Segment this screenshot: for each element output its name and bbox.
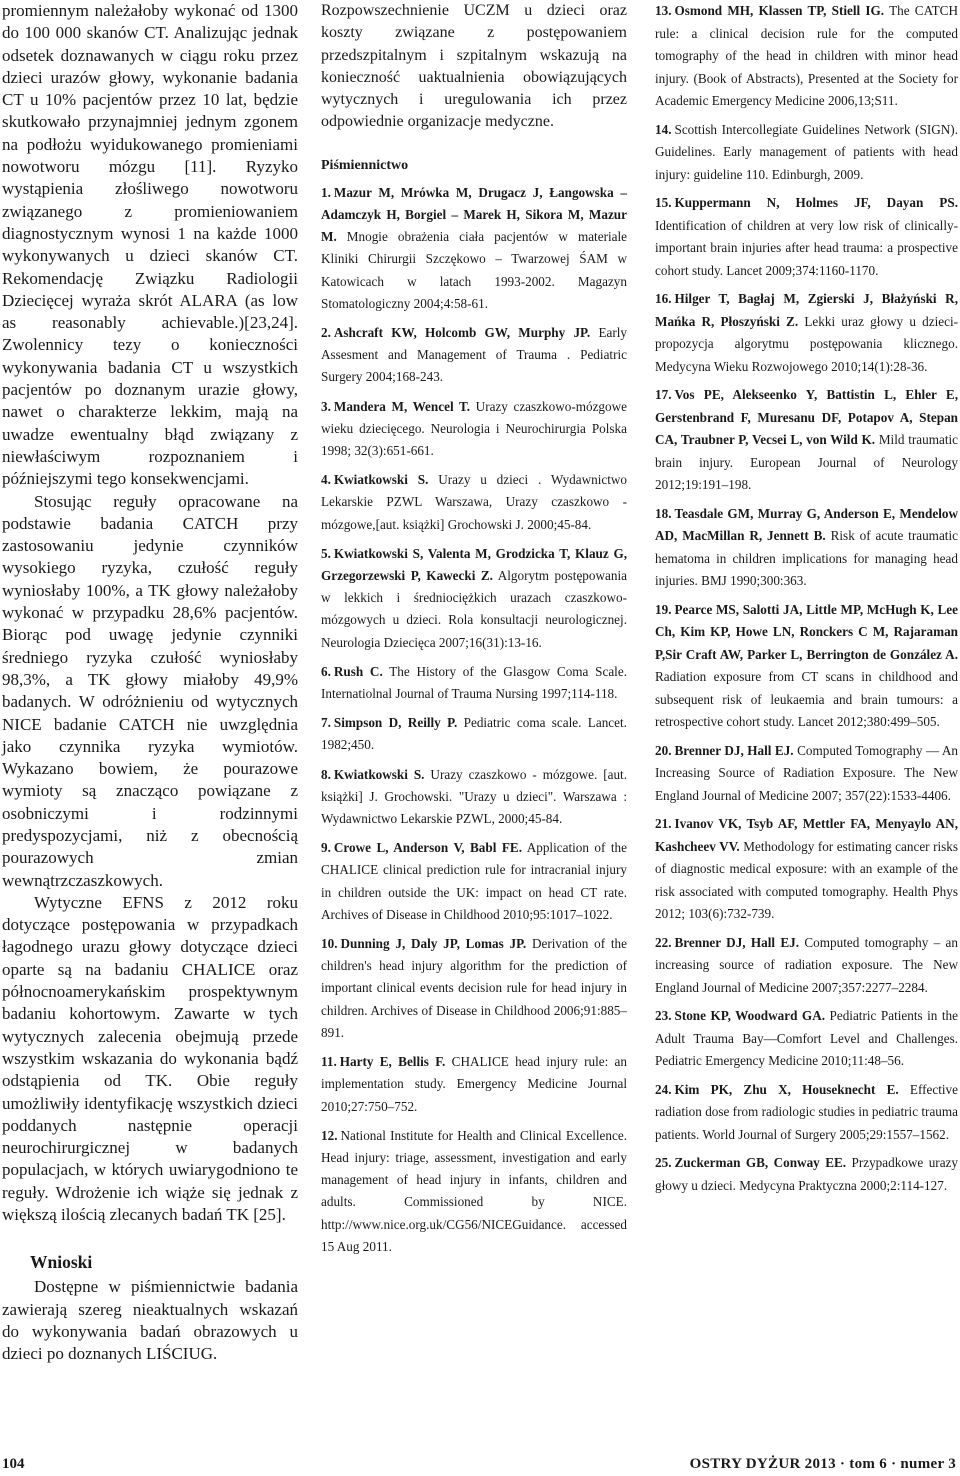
reference-number: 16. [655,291,672,306]
references-list-part-2 [655,0,958,1197]
reference-text: Application of the CHALICE clinical prediction rule for intracranial injury in children outside the UK: impact on head CT rate. Archives of Disease in Childhood 2010;95:1017–1022. [321,840,627,922]
reference-number: 2. [321,325,331,340]
right-column [655,0,958,1203]
reference-authors: Vos PE, Alekseenko Y, Battistin L, Ehler E, Gerstenbrand F, Muresanu DF, Potapov A, Stepan CA, Traubner P, Vecsei L, von Wild K. [655,387,958,447]
reference-item [321,661,627,705]
reference-text: Mnogie obrażenia ciała pacjentów w materiale Kliniki Chirurgii Szczękowo – Twarzowej ŚAM w Katowicach w latach 1993-2002. Magazyn Stomatologiczny 2004;4:58-61. [321,229,627,311]
reference-authors: Kuppermann N, Holmes JF, Dayan PS. [674,195,958,210]
reference-text: Scottish Intercollegiate Guidelines Network (SIGN). Guidelines. Early management of patients with head injury: guideline 110. Edinburgh, 2009. [655,121,958,182]
reference-number: 19. [655,601,672,617]
reference-text: National Institute for Health and Clinical Excellence. Head injury: triage, assessment, investigation and early management of head injury in infants, children and adults. Commissioned by NICE. http://www.nice.org.uk/CG56/NICEGuidance. accessed 15 Aug 2011. [321,1127,627,1254]
reference-text: Identification of children at very low risk of clinically-important brain injuries after head trauma: a prospective cohort study. Lancet 2009;374:1160-1170. [655,217,958,278]
reference-authors: Mandera M, Wencel T. [333,398,471,414]
reference-number: 21. [655,816,672,831]
reference-item [321,837,627,926]
reference-text: Early Assesment and Management of Trauma . Pediatric Surgery 2004;168-243. [321,325,627,385]
reference-authors: Ashcraft KW, Holcomb GW, Murphy JP. [333,325,591,340]
reference-number: 18. [655,505,672,521]
reference-authors: Kwiatkowski S. [333,472,429,488]
middle-column [321,0,627,1265]
reference-number: 6. [321,663,331,679]
reference-item [321,1051,627,1118]
reference-text: Lekki uraz głowy u dzieci- propozycja algorytmu postępowania klicznego. Medycyna Wieku Rozwojowego 2010;14(1):28-36. [655,313,959,374]
reference-authors: Rush C. [333,663,383,679]
reference-number: 7. [321,715,331,731]
reference-item [321,712,627,756]
reference-number: 4. [321,472,331,488]
conclusions-paragraph: Dostępne w piśmiennictwie badania zawierają szereg nieaktualnych wskazań do wykonywania badań obrazowych u dzieci po doznanych LIŚCIUG. [2,1277,298,1364]
reference-item [321,182,627,315]
reference-item [655,1079,958,1147]
reference-text: CHALICE head injury rule: an implementation study. Emergency Medicine Journal 2010;27:750–752. [321,1054,627,1114]
reference-item [321,396,627,463]
reference-text: Mild traumatic brain injury. European Journal of Neurology 2012;19:191–198. [655,432,959,492]
reference-authors: Dunning J, Daly JP, Lomas JP. [340,936,527,952]
reference-item [655,932,958,1000]
reference-text: Derivation of the children's head injury algorithm for the prediction of important clinical events decision rule for head injury in children. Archives of Disease in Childhood 2006;91:885–891. [321,936,627,1040]
reference-text: Effective radiation dose from radiologic studies in pediatric trauma patients. World Journal of Surgery 2005;29:1557–1562. [655,1081,958,1142]
reference-number: 23. [655,1008,672,1023]
reference-item [321,322,627,389]
reference-authors: Zuckerman GB, Conway EE. [674,1155,847,1170]
reference-item [655,0,958,113]
reference-text: Pediatric coma scale. Lancet. 1982;450. [321,715,627,753]
reference-authors: Kwiatkowski S. [333,766,425,782]
reference-authors: Kim PK, Zhu X, Houseknecht E. [674,1081,899,1097]
reference-text: The CATCH rule: a clinical decision rule for the computed tomography of the head in children with minor head injury. (Book of Abstracts), Presented at the Society for Academic Emergency Medicine 2006,13;S11. [655,3,959,108]
conclusions-heading: Wnioski [30,1252,93,1273]
reference-item [321,1125,627,1258]
reference-text: The History of the Glasgow Coma Scale. Internatiolnal Journal of Trauma Nursing 1997;114-118. [321,663,627,702]
reference-item [321,543,627,654]
reference-number: 13. [655,3,672,18]
reference-number: 10. [321,936,338,952]
reference-number: 12. [321,1127,338,1143]
reference-number: 14. [655,121,672,137]
reference-authors: Kwiatkowski S, Valenta M, Grodzicka T, Klauz G, Grzegorzewski P, Kawecki Z. [321,545,627,584]
reference-item [655,1005,958,1073]
reference-authors: Brenner DJ, Hall EJ. [674,742,794,758]
reference-text: Methodology for estimating cancer risks of diagnostic medical exposure: with an example of the risk associated with computed tomography. Health Phys 2012; 103(6):732-739. [655,838,958,921]
reference-text: Urazy czaszkowo - mózgowe. [aut. książki] J. Grochowski. "Urazy u dzieci". Warszawa : Wydawnictwo Lekarskie PZWL, 2000;45-84. [321,766,627,827]
reference-authors: Stone KP, Woodward GA. [674,1008,826,1023]
journal-footer: OSTRY DYŻUR 2013 · tom 6 · numer 3 [689,1456,956,1472]
reference-text: Risk of acute traumatic hematoma in children implications for managing head injuries. BMJ 1990;300:363. [655,528,958,588]
reference-authors: Hilger T, Bagłaj M, Zgierski J, Błażyński R, Mańka R, Płoszyński Z. [655,291,958,329]
reference-authors: Teasdale GM, Murray G, Anderson E, Mendelow AD, MacMillan R, Jennett B. [655,505,958,543]
reference-number: 1. [321,184,331,200]
reference-authors: Brenner DJ, Hall EJ. [674,934,800,950]
reference-authors: Simpson D, Reilly P. [333,715,458,731]
reference-authors: Crowe L, Anderson V, Babl FE. [333,840,522,856]
reference-number: 11. [321,1054,337,1070]
references-list-part-1 [321,182,627,1258]
reference-authors: Mazur M, Mrówka M, Drugacz J, Łangowska – Adamczyk H, Borgiel – Marek H, Sikora M, Mazur M. [321,184,627,245]
reference-item [655,1152,958,1197]
reference-text: Urazy czaszkowo-mózgowe wieku dziecięcego. Neurologia i Neurochirurgia Polska 1998; 32(3):651-661. [321,398,627,459]
reference-item [655,503,958,593]
reference-text: Urazy u dzieci . Wydawnictwo Lekarskie PZWL Warszawa, Urazy czaszkowo - mózgowe,[aut. książki] Grochowski J. 2000;45-84. [321,472,627,532]
page-number: 104 [2,1456,25,1472]
reference-item [655,813,958,926]
reference-item [655,384,958,497]
reference-number: 15. [655,195,672,210]
reference-authors: Osmond MH, Klassen TP, Stiell IG. [674,3,885,18]
reference-number: 9. [321,840,331,856]
reference-number: 8. [321,766,331,782]
reference-text: Computed tomography – an increasing source of radiation exposure. The New England Journal of Medicine 2007;357:2277–2284. [655,934,958,995]
reference-number: 5. [321,545,331,561]
reference-item [655,288,958,378]
body-paragraph: promiennym należałoby wykonać od 1300 do 100 000 skanów CT. Analizując jednak odsetek doznawanych w ciągu roku przez dzieci urazów głowy, wykonanie badania CT u 10% pacjentów przez 10 lat, będzie skutkowało przynajmniej jednym zgonem na podłożu wyidukowanego promieniami nowotworu mózgu [11]. Ryzyko wystąpienia złośliwego nowotworu związanego z promieniowaniem diagnostycznym wynosi 1 na każde 1000 wykonywanych u dzieci skanów CT. Rekomendację Związku Radiologii Dziecięcej wyraża skrót ALARA (as low as reasonably achievable.)[23,24]. Zwolennicy tezy o konieczności wykonywania badania CT u wszystkich pacjentów po doznanym urazie głowy, nawet o charakterze lekkim, mają na uwadze ewentualny błąd związany z niewłaściwym rozpoznaniem i późniejszymi tego konsekwencjami. [2,1,298,489]
reference-authors: Harty E, Bellis F. [339,1054,446,1070]
reference-text: Algorytm postępowania w lekkich i średniociężkich urazach czaszkowo-mózgowych u dzieci. Rola konsultacji neurologicznej. Neurologia Dziecięca 2007;16(31):13-16. [321,568,627,650]
reference-item [321,469,627,536]
reference-text: Computed Tomography — An Increasing Source of Radiation Exposure. The New England Journal of Medicine 2007; 357(22):1533-4406. [655,742,959,803]
reference-item [655,119,958,187]
reference-number: 24. [655,1081,672,1097]
reference-item [655,740,958,808]
reference-item [321,764,627,831]
body-paragraph: Stosując reguły opracowane na podstawie badania CATCH przy zastosowaniu jedynie czynników wysokiego ryzyka, czułość reguły wyniosłaby 100%, a TK głowy należałoby wykonać w przypadku 28,6% pacjentów. Biorąc pod uwagę jedynie czynniki średniego ryzyka czułość wyniosłaby 98,3%, a TK głowy miałoby 49,9% badanych. W odróżnieniu od wytycznych NICE badanie CATCH nie uwzględnia jako czynnika ryzyka wymiotów. Wykazano bowiem, że pourazowe wymioty są znacząco powiązane z osobniczymi i rodzinnymi predyspozycjami, niż z obecnością pourazowych zmian wewnątrzczaszkowych. [2,491,298,890]
reference-authors: Pearce MS, Salotti JA, Little MP, McHugh K, Lee Ch, Kim KP, Howe LN, Ronckers C M, Rajaraman P,Sir Craft AW, Parker L, Berrington de González A. [655,601,958,662]
reference-authors: Ivanov VK, Tsyb AF, Mettler FA, Menyaylo AN, Kashcheev VV. [655,816,958,854]
reference-number: 17. [655,387,672,402]
left-column [2,0,298,1366]
reference-item [655,599,958,734]
reference-number: 22. [655,934,672,950]
body-paragraph: Wytyczne EFNS z 2012 roku dotyczące postępowania w przypadkach łagodnego urazu głowy dotyczące dzieci oparte są na badaniu CHALICE oraz północnoamerykańskim prospektywnym badaniu kohortowym. Zawarte w tych wytycznych zalecenia obejmują przede wszystkim wskazania do wykonania bądź odstąpienia od TK. Obie reguły umożliwiły identyfikację wszystkich dzieci poddanych następnie operacji neurochirurgicznej w badanych populacjach, w których uwiarygodniono te reguły. Wdrożenie ich wiąże się jednak z większą ilością zlecanych badań TK [25]. [2,892,298,1225]
references-heading: Piśmiennictwo [321,157,409,173]
reference-item [655,192,958,282]
intro-paragraph: Rozpowszechnienie UCZM u dzieci oraz koszty związane z postępowaniem przedszpitalnym i szpitalnym wskazują na konieczność uaktualnienia obowiązujących wytycznych i uregulowania ich przez odpowiednie organizacje medyczne. [321,2,627,131]
reference-number: 3. [321,398,331,414]
reference-number: 25. [655,1155,672,1170]
reference-number: 20. [655,742,672,758]
reference-text: Pediatric Patients in the Adult Trauma Bay—Comfort Level and Challenges. Pediatric Emergency Medicine 2010;11:48–56. [655,1008,959,1068]
reference-text: Przypadkowe urazy głowy u dzieci. Medycyna Praktyczna 2000;2:114-127. [655,1155,958,1193]
reference-item [321,933,627,1044]
reference-text: Radiation exposure from CT scans in childhood and subsequent risk of leukaemia and brain tumours: a retrospective cohort study. Lancet 2012;380:499–505. [655,669,958,729]
